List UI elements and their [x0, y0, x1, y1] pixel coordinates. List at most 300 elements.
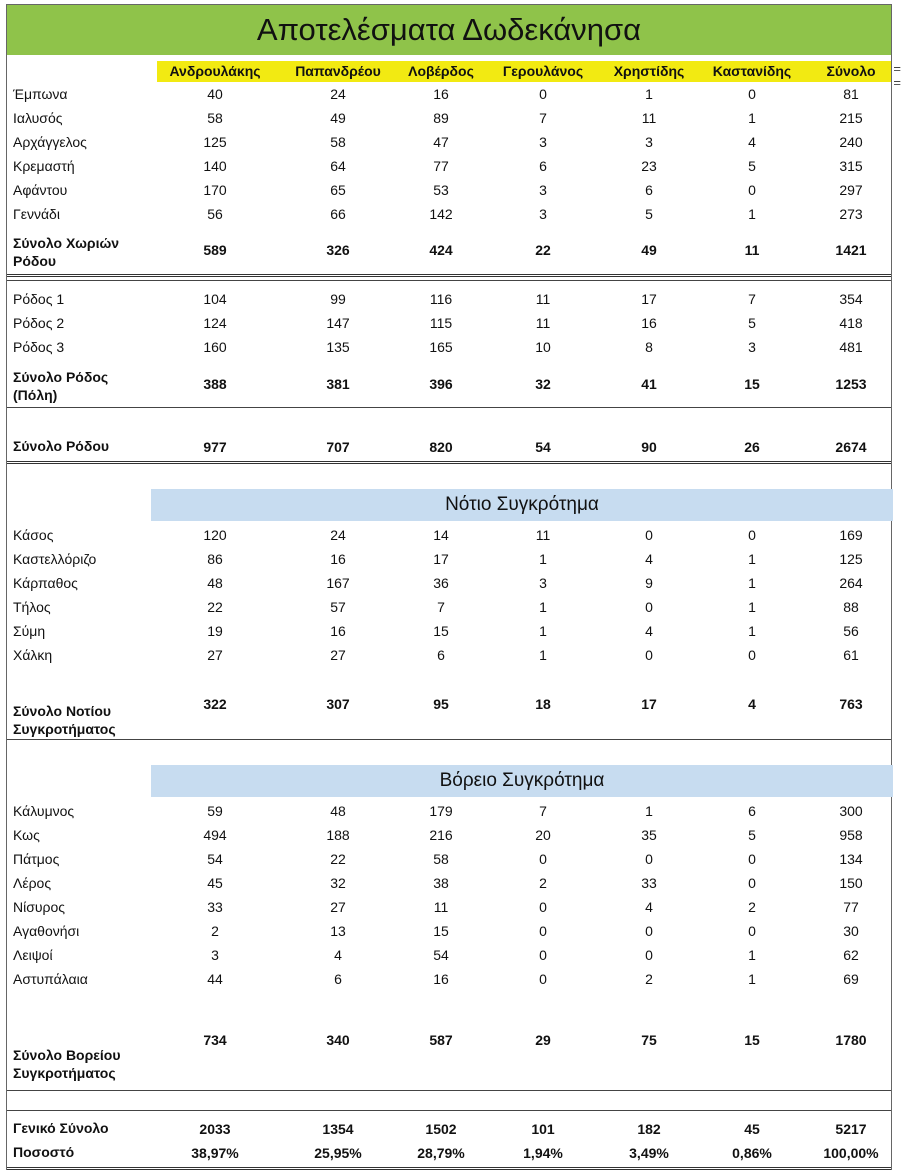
- value-cell: 69: [843, 971, 859, 987]
- table-row: [7, 645, 891, 669]
- value-cell: 48: [330, 803, 346, 819]
- column-header: Καστανίδης: [712, 63, 792, 79]
- divider-line: [7, 461, 891, 464]
- value-cell: 3: [539, 575, 547, 591]
- value-cell: 26: [744, 439, 760, 455]
- value-cell: 62: [843, 947, 859, 963]
- value-cell: 66: [330, 206, 346, 222]
- value-cell: 587: [429, 1032, 453, 1048]
- value-cell: 300: [839, 803, 863, 819]
- value-cell: 7: [539, 803, 547, 819]
- value-cell: 56: [843, 623, 859, 639]
- value-cell: 86: [207, 551, 223, 567]
- row-label-line: Συγκροτήματος: [13, 721, 116, 737]
- value-cell: 104: [203, 291, 227, 307]
- value-cell: 81: [843, 86, 859, 102]
- value-cell: 16: [330, 623, 346, 639]
- section-title-north: Βόρειο Συγκρότημα: [151, 765, 893, 797]
- side-marks: [893, 62, 901, 90]
- row-label: Νίσυρος: [13, 899, 66, 915]
- value-cell: 3: [645, 134, 653, 150]
- row-label: Λέρος: [13, 875, 52, 891]
- row-label: Πάτμος: [13, 851, 60, 867]
- value-cell: 27: [330, 647, 346, 663]
- value-cell: 32: [330, 875, 346, 891]
- value-cell: 273: [839, 206, 863, 222]
- value-cell: 165: [429, 339, 453, 355]
- divider-line: [7, 274, 891, 277]
- value-cell: 15: [744, 376, 760, 392]
- value-cell: 41: [641, 376, 657, 392]
- value-cell: 16: [433, 86, 449, 102]
- column-header: Χρηστίδης: [613, 63, 685, 79]
- value-cell: 101: [531, 1121, 555, 1137]
- value-cell: 167: [326, 575, 350, 591]
- value-cell: 24: [330, 86, 346, 102]
- value-cell: 35: [641, 827, 657, 843]
- value-cell: 820: [429, 439, 453, 455]
- value-cell: 188: [326, 827, 350, 843]
- value-cell: 89: [433, 110, 449, 126]
- value-cell: 1: [539, 623, 547, 639]
- value-cell: 125: [203, 134, 227, 150]
- value-cell: 1,94%: [523, 1145, 563, 1161]
- row-label: Γενικό Σύνολο: [13, 1120, 109, 1136]
- value-cell: 45: [207, 875, 223, 891]
- value-cell: 24: [330, 527, 346, 543]
- row-label: Σύμη: [13, 623, 46, 639]
- value-cell: 1502: [425, 1121, 457, 1137]
- value-cell: 54: [433, 947, 449, 963]
- value-cell: 216: [429, 827, 453, 843]
- table-row: [7, 597, 891, 621]
- value-cell: 381: [326, 376, 350, 392]
- row-label-line: Σύνολο Ρόδος: [13, 369, 109, 385]
- value-cell: 75: [641, 1032, 657, 1048]
- value-cell: 264: [839, 575, 863, 591]
- row-label: Κρεμαστή: [13, 158, 75, 174]
- value-cell: 0: [645, 527, 653, 543]
- value-cell: 2033: [199, 1121, 231, 1137]
- value-cell: 6: [437, 647, 445, 663]
- value-cell: 32: [535, 376, 551, 392]
- value-cell: 95: [433, 696, 449, 712]
- value-cell: 38: [433, 875, 449, 891]
- value-cell: 1: [539, 599, 547, 615]
- value-cell: 11: [535, 527, 551, 543]
- value-cell: 1: [748, 206, 756, 222]
- row-label: Κως: [13, 827, 40, 843]
- value-cell: 170: [203, 182, 227, 198]
- value-cell: 135: [326, 339, 350, 355]
- value-cell: 7: [748, 291, 756, 307]
- row-label: Τήλος: [13, 599, 51, 615]
- value-cell: 179: [429, 803, 453, 819]
- value-cell: 33: [207, 899, 223, 915]
- value-cell: 494: [203, 827, 227, 843]
- value-cell: 1: [748, 110, 756, 126]
- value-cell: 734: [203, 1032, 227, 1048]
- value-cell: 100,00%: [823, 1145, 879, 1161]
- value-cell: 17: [641, 696, 657, 712]
- value-cell: 16: [433, 971, 449, 987]
- value-cell: 11: [535, 291, 551, 307]
- row-label: Κάρπαθος: [13, 575, 78, 591]
- value-cell: 23: [641, 158, 657, 174]
- value-cell: 1: [748, 971, 756, 987]
- value-cell: 65: [330, 182, 346, 198]
- value-cell: 47: [433, 134, 449, 150]
- table-row: [7, 573, 891, 597]
- value-cell: 1780: [835, 1032, 867, 1048]
- value-cell: 418: [839, 315, 863, 331]
- value-cell: 5: [748, 158, 756, 174]
- value-cell: 388: [203, 376, 227, 392]
- table-row: [7, 525, 891, 549]
- value-cell: 6: [748, 803, 756, 819]
- value-cell: 1253: [835, 376, 867, 392]
- value-cell: 0: [645, 923, 653, 939]
- value-cell: 115: [429, 315, 453, 331]
- divider-line: [7, 407, 891, 408]
- value-cell: 2: [645, 971, 653, 987]
- row-label-line: Συγκροτήματος: [13, 1065, 116, 1081]
- side-mark: =: [893, 75, 901, 90]
- value-cell: 958: [839, 827, 863, 843]
- total-row: [7, 694, 891, 737]
- table-row: [7, 945, 891, 969]
- table-row: [7, 108, 891, 132]
- value-cell: 49: [641, 242, 657, 258]
- value-cell: 0,86%: [732, 1145, 772, 1161]
- value-cell: 77: [843, 899, 859, 915]
- value-cell: 11: [535, 315, 551, 331]
- value-cell: 142: [429, 206, 453, 222]
- value-cell: 58: [330, 134, 346, 150]
- table-row: [7, 132, 891, 156]
- value-cell: 0: [748, 86, 756, 102]
- value-cell: 1: [539, 551, 547, 567]
- value-cell: 124: [203, 315, 227, 331]
- value-cell: 0: [748, 875, 756, 891]
- value-cell: 45: [744, 1121, 760, 1137]
- value-cell: 240: [839, 134, 863, 150]
- value-cell: 1: [748, 551, 756, 567]
- row-label: Αγαθονήσι: [13, 923, 80, 939]
- value-cell: 0: [645, 599, 653, 615]
- value-cell: 4: [748, 696, 756, 712]
- section-title-south: Νότιο Συγκρότημα: [151, 489, 893, 521]
- value-cell: 589: [203, 242, 227, 258]
- value-cell: 5217: [835, 1121, 867, 1137]
- results-sheet: [6, 4, 892, 1170]
- value-cell: 0: [645, 647, 653, 663]
- column-header: Λοβέρδος: [408, 63, 474, 79]
- value-cell: 134: [839, 851, 863, 867]
- value-cell: 29: [535, 1032, 551, 1048]
- value-cell: 6: [334, 971, 342, 987]
- row-label: Καστελλόριζο: [13, 551, 97, 567]
- value-cell: 140: [203, 158, 227, 174]
- value-cell: 11: [641, 110, 657, 126]
- row-label-line: Σύνολο Νοτίου: [13, 703, 112, 719]
- value-cell: 19: [207, 623, 223, 639]
- row-label: Ρόδος 1: [13, 291, 65, 307]
- value-cell: 0: [748, 923, 756, 939]
- value-cell: 20: [535, 827, 551, 843]
- divider-line: [7, 1090, 891, 1091]
- value-cell: 322: [203, 696, 227, 712]
- table-row: [7, 549, 891, 573]
- value-cell: 10: [535, 339, 551, 355]
- value-cell: 56: [207, 206, 223, 222]
- value-cell: 4: [645, 899, 653, 915]
- value-cell: 326: [326, 242, 350, 258]
- total-row: [7, 1119, 891, 1143]
- value-cell: 17: [641, 291, 657, 307]
- row-label: Ιαλυσός: [13, 110, 63, 126]
- value-cell: 4: [645, 623, 653, 639]
- value-cell: 150: [839, 875, 863, 891]
- total-row: [7, 369, 891, 403]
- value-cell: 116: [429, 291, 453, 307]
- value-cell: 1421: [835, 242, 867, 258]
- total-row: [7, 437, 891, 461]
- value-cell: 315: [839, 158, 863, 174]
- row-label: Κάσος: [13, 527, 54, 543]
- value-cell: 13: [330, 923, 346, 939]
- row-label: Ρόδος 2: [13, 315, 65, 331]
- value-cell: 0: [748, 527, 756, 543]
- value-cell: 215: [839, 110, 863, 126]
- table-row: [7, 180, 891, 204]
- row-label: [13, 1046, 121, 1082]
- value-cell: 707: [326, 439, 350, 455]
- value-cell: 22: [535, 242, 551, 258]
- value-cell: 340: [326, 1032, 350, 1048]
- value-cell: 4: [334, 947, 342, 963]
- table-row: [7, 621, 891, 645]
- value-cell: 0: [539, 971, 547, 987]
- value-cell: 77: [433, 158, 449, 174]
- row-label-line: Ρόδου: [13, 253, 57, 269]
- value-cell: 16: [330, 551, 346, 567]
- value-cell: 54: [535, 439, 551, 455]
- value-cell: 2: [211, 923, 219, 939]
- value-cell: 424: [429, 242, 453, 258]
- value-cell: 2: [748, 899, 756, 915]
- value-cell: 14: [433, 527, 449, 543]
- divider-line: [7, 1110, 891, 1111]
- value-cell: 396: [429, 376, 453, 392]
- column-header: Ανδρουλάκης: [169, 63, 261, 79]
- value-cell: 0: [539, 899, 547, 915]
- table-row: [7, 156, 891, 180]
- value-cell: 15: [433, 623, 449, 639]
- value-cell: 99: [330, 291, 346, 307]
- value-cell: 1354: [322, 1121, 354, 1137]
- value-cell: 53: [433, 182, 449, 198]
- row-label: [13, 234, 119, 270]
- value-cell: 354: [839, 291, 863, 307]
- value-cell: 49: [330, 110, 346, 126]
- side-mark: =: [893, 61, 901, 76]
- value-cell: 61: [843, 647, 859, 663]
- row-label: Αρχάγγελος: [13, 134, 87, 150]
- value-cell: 36: [433, 575, 449, 591]
- value-cell: 27: [207, 647, 223, 663]
- table-row: [7, 337, 891, 361]
- row-label: Χάλκη: [13, 647, 53, 663]
- value-cell: 169: [839, 527, 863, 543]
- value-cell: 6: [645, 182, 653, 198]
- table-row: [7, 969, 891, 993]
- value-cell: 25,95%: [314, 1145, 362, 1161]
- value-cell: 763: [839, 696, 863, 712]
- row-label: Γεννάδι: [13, 206, 60, 222]
- page-title: Αποτελέσματα Δωδεκάνησα: [7, 5, 891, 55]
- value-cell: 3: [748, 339, 756, 355]
- value-cell: 4: [645, 551, 653, 567]
- value-cell: 3: [539, 182, 547, 198]
- table-row: [7, 204, 891, 228]
- table-row: [7, 873, 891, 897]
- table-row: [7, 84, 891, 108]
- table-row: [7, 921, 891, 945]
- value-cell: 0: [748, 182, 756, 198]
- value-cell: 3,49%: [629, 1145, 669, 1161]
- value-cell: 11: [744, 242, 760, 258]
- value-cell: 0: [539, 851, 547, 867]
- value-cell: 5: [748, 827, 756, 843]
- value-cell: 297: [839, 182, 863, 198]
- value-cell: 5: [645, 206, 653, 222]
- column-header: Γερουλάνος: [502, 63, 584, 79]
- table-row: [7, 313, 891, 337]
- value-cell: 0: [645, 851, 653, 867]
- value-cell: 120: [203, 527, 227, 543]
- column-header: Παπανδρέου: [295, 63, 381, 79]
- value-cell: 9: [645, 575, 653, 591]
- value-cell: 58: [433, 851, 449, 867]
- value-cell: 307: [326, 696, 350, 712]
- total-row: [7, 1030, 891, 1081]
- table-row: [7, 849, 891, 873]
- value-cell: 1: [748, 947, 756, 963]
- value-cell: 44: [207, 971, 223, 987]
- value-cell: 481: [839, 339, 863, 355]
- value-cell: 0: [539, 86, 547, 102]
- row-label-line: (Πόλη): [13, 387, 58, 403]
- value-cell: 3: [539, 134, 547, 150]
- row-label: Αστυπάλαια: [13, 971, 88, 987]
- value-cell: 16: [641, 315, 657, 331]
- row-label: Έμπωνα: [13, 86, 68, 102]
- column-header: Σύνολο: [826, 63, 876, 79]
- value-cell: 2: [539, 875, 547, 891]
- value-cell: 7: [437, 599, 445, 615]
- value-cell: 2674: [835, 439, 867, 455]
- row-label: Κάλυμνος: [13, 803, 75, 819]
- value-cell: 57: [330, 599, 346, 615]
- value-cell: 7: [539, 110, 547, 126]
- value-cell: 1: [748, 623, 756, 639]
- value-cell: 54: [207, 851, 223, 867]
- table-row: [7, 801, 891, 825]
- row-label: Λειψοί: [13, 947, 53, 963]
- value-cell: 17: [433, 551, 449, 567]
- value-cell: 1: [748, 599, 756, 615]
- row-label: Ποσοστό: [13, 1144, 75, 1160]
- value-cell: 28,79%: [417, 1145, 465, 1161]
- value-cell: 27: [330, 899, 346, 915]
- row-label: Σύνολο Ρόδου: [13, 438, 110, 454]
- value-cell: 59: [207, 803, 223, 819]
- value-cell: 22: [330, 851, 346, 867]
- divider-line: [7, 739, 891, 740]
- value-cell: 0: [748, 851, 756, 867]
- value-cell: 48: [207, 575, 223, 591]
- value-cell: 1: [748, 575, 756, 591]
- divider-line: [7, 1167, 891, 1170]
- value-cell: 8: [645, 339, 653, 355]
- value-cell: 15: [744, 1032, 760, 1048]
- value-cell: 977: [203, 439, 227, 455]
- value-cell: 40: [207, 86, 223, 102]
- total-row: [7, 235, 891, 269]
- value-cell: 0: [748, 647, 756, 663]
- value-cell: 30: [843, 923, 859, 939]
- value-cell: 15: [433, 923, 449, 939]
- value-cell: 0: [539, 947, 547, 963]
- value-cell: 1: [539, 647, 547, 663]
- table-row: [7, 897, 891, 921]
- value-cell: 38,97%: [191, 1145, 239, 1161]
- value-cell: 160: [203, 339, 227, 355]
- value-cell: 182: [637, 1121, 661, 1137]
- value-cell: 33: [641, 875, 657, 891]
- total-row: [7, 1143, 891, 1167]
- table-row: [7, 825, 891, 849]
- value-cell: 11: [433, 899, 449, 915]
- value-cell: 22: [207, 599, 223, 615]
- table-row: [7, 289, 891, 313]
- value-cell: 64: [330, 158, 346, 174]
- value-cell: 90: [641, 439, 657, 455]
- value-cell: 18: [535, 696, 551, 712]
- row-label: Αφάντου: [13, 182, 68, 198]
- value-cell: 147: [326, 315, 350, 331]
- value-cell: 4: [748, 134, 756, 150]
- value-cell: 88: [843, 599, 859, 615]
- value-cell: 3: [211, 947, 219, 963]
- value-cell: 0: [645, 947, 653, 963]
- row-label-line: Σύνολο Βορείου: [13, 1047, 121, 1063]
- value-cell: 3: [539, 206, 547, 222]
- value-cell: 1: [645, 803, 653, 819]
- row-label: [13, 702, 116, 738]
- value-cell: 125: [839, 551, 863, 567]
- value-cell: 0: [539, 923, 547, 939]
- row-label-line: Σύνολο Χωριών: [13, 235, 120, 251]
- row-label: [13, 368, 108, 404]
- value-cell: 5: [748, 315, 756, 331]
- value-cell: 58: [207, 110, 223, 126]
- row-label: Ρόδος 3: [13, 339, 65, 355]
- divider-line: [7, 280, 891, 281]
- value-cell: 6: [539, 158, 547, 174]
- value-cell: 1: [645, 86, 653, 102]
